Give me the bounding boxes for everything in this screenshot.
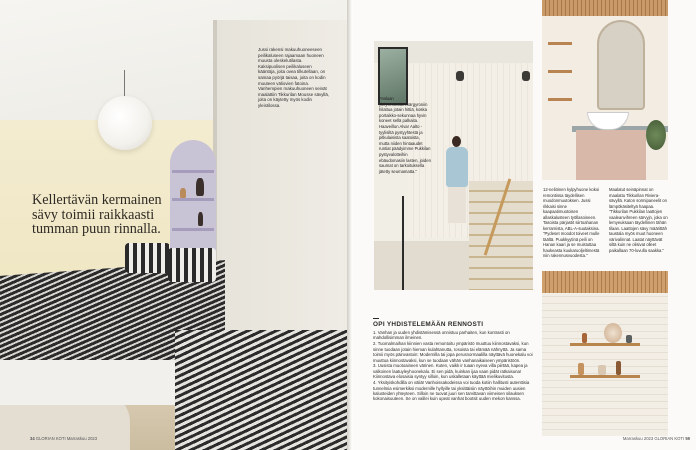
heading-rule: [373, 318, 379, 319]
page-number: 59: [685, 436, 690, 441]
magazine-name: GLORIAN KOTI: [654, 436, 685, 441]
niche-shelf: [172, 228, 214, 231]
right-page: [353, 0, 696, 450]
pillow: [125, 243, 170, 273]
niche-shelf: [172, 170, 214, 173]
tips-body: [373, 330, 533, 402]
shelf-board: [570, 375, 640, 378]
shelves-photo: [542, 271, 668, 436]
vase: [196, 178, 204, 196]
stair-rail: [402, 196, 404, 290]
pull-quote: "Haluan yleiysenästämmärgyroniin hilattua jotain hittiä, koska portaikko-sekunnaa hyvin koneet sellä palkaita. Haaveillun Alvar Aalto -tyylisiltä pystyyhtestä ja pitkulaisista saatoista, mutta niiden hintaaudet runtiat päädyimme Pukkilan pystyvalotteihin ebäudomasiin lasten, joiden saumat on tarkoituksella jätetty seumamatta.": [379, 96, 431, 174]
bottle: [578, 363, 584, 375]
jar: [598, 365, 606, 375]
vase: [198, 212, 203, 226]
bed-foreground: [175, 330, 347, 450]
flowers: [604, 323, 622, 343]
tip-paragraph: 2. Tuomalmaihan kiinnien vasta remontoitu ympäristö muuttuu kiinnostavaksi, kun sinne tuodaan jotain hieman kulahtanutta, rosoista tai elämää nähnyttä. Ja sama toimii myös päinvastoin: Modernilla tai jopa perusnormaalilla näyttävä huonekalu voi muuttua kiinnostavaksi, kun se tuodaan vähän vanhanaikaiseen ympäristöön.: [373, 341, 533, 363]
person-head: [452, 136, 461, 147]
bath-cabinet: [576, 130, 646, 180]
issue-date: Marraskuu 2023: [622, 436, 654, 441]
pillow: [168, 248, 216, 282]
folio-left: [30, 436, 97, 441]
tip-paragraph: 4. Yksityiskohdilla on väliä! Vanhoissakodeissa voi tuoda kotiin hallitusti autenttisia tunnelmia esimerkiksi modernille hyllyille tai yksittäisiin näyttöihin muiden uusien kalusteiden yhteyteen. Silloin ne tuovat juuri sen tarvittavan viimeisen silauksen kokonaisuuteen. Se on valilei kuin upeat vanhat bootsit uuden mekon kanssa.: [373, 380, 530, 402]
bath-shelf: [548, 98, 572, 101]
bottle: [582, 333, 587, 343]
bottle: [616, 361, 621, 375]
shelf-board: [570, 343, 640, 346]
headline: Kellertävän kermainen sävy toimii raikkaasti tumman puun rinnalla.: [32, 192, 162, 237]
wall-sconce: [522, 71, 530, 81]
arched-mirror: [597, 20, 645, 110]
person-legs: [448, 187, 466, 223]
left-page: [0, 0, 347, 450]
bath-shelf: [548, 70, 572, 73]
bath-shelf: [548, 42, 572, 45]
plant: [646, 120, 666, 150]
wall-sconce: [456, 71, 464, 81]
niche-shelf: [172, 198, 214, 201]
lamp-cord: [124, 70, 125, 98]
bathroom-photo: [542, 0, 668, 180]
shelves-ceiling: [542, 271, 668, 293]
magazine-name: GLORIAN KOTI: [35, 436, 66, 441]
caption-paint: Maalatut seinäpinnat on maalattu Tikkurilan Riviera-sävyllä. Katon sormipaneelit on lämpökäsiteltyä haapaa. "Tikkurilan Pukkilan laattojen vaaleanvihreen särvyjn, joka on lemyeuksaan täydellinen tähän tilaan. Laattojen sävy määrittäh taustala myös muut huoneen värivalinnat. Laatat näyttävät siltä kuin ne olisivat olleet paikallaan 70-luvulla saakka.": [609, 187, 668, 253]
caption-bathroom: 12-neliöinen kylpyhuone kokoi remontissa täydellisen muodonmuutoksen. Jussi rikkaisi sinne kaapaatimuotoisen allaskalusteen työllasoineen. Tasoista pärjastit siirtoahanan kerrarnista, ABL-A-suutaksina. "Pydeset moodot toiveet mulle täältä. Puukkyytinä peili on Hanan kaari ja se muistuttaa haukeasta kuukaruoljeltimestä niin rakennusvuodesta.": [543, 187, 600, 258]
caption-bedroom: Jussi rakensi makuuhuoneeseen peilikaluseen rajaamaan huoneen muusta oleskelutilasta. Kaksipuolisen peilikaluseen kääntöja, joita ovea tilkutellaan, on samaa pyörjä taisaa, joita on kodin muuteen väliovien fatoina. Vanhempien makuuhuoneen seinät maalattiin Tikkurilan Mousse sävyllä, joita on käytetty myös kodin yleistilossa.: [258, 47, 330, 108]
person-body: [446, 147, 468, 187]
folio-right: [623, 436, 690, 441]
bath-ceiling: [542, 0, 668, 16]
page-number: 34: [30, 436, 35, 441]
tip-paragraph: 1. Vanhan ja uuden yhdistämisessä onnistuu parhaiten, kun kontrasti on mahdollisimman ilmeinen.: [373, 330, 510, 341]
issue-date: Marraskuu 2023: [66, 436, 98, 441]
vase: [180, 188, 186, 198]
jar: [626, 335, 632, 343]
paper-lamp: [98, 96, 152, 150]
tip-paragraph: 3. Uusista muotoaineen värinen. Kuten, vaikk ir tuaan nyeva villa piirtää, kapea ja valkoinen laatuyleyhoonekalu. Ei sen pidä, kuinkan ijaa vaan pidät ratkaisuna! Kiinnostava elosaisia syntyy silloin, kun uskalletaan käyttää mielikuvitusta.: [373, 363, 528, 380]
section-heading: OPI YHDISTELEMÄÄN RENNOSTI: [373, 321, 484, 328]
